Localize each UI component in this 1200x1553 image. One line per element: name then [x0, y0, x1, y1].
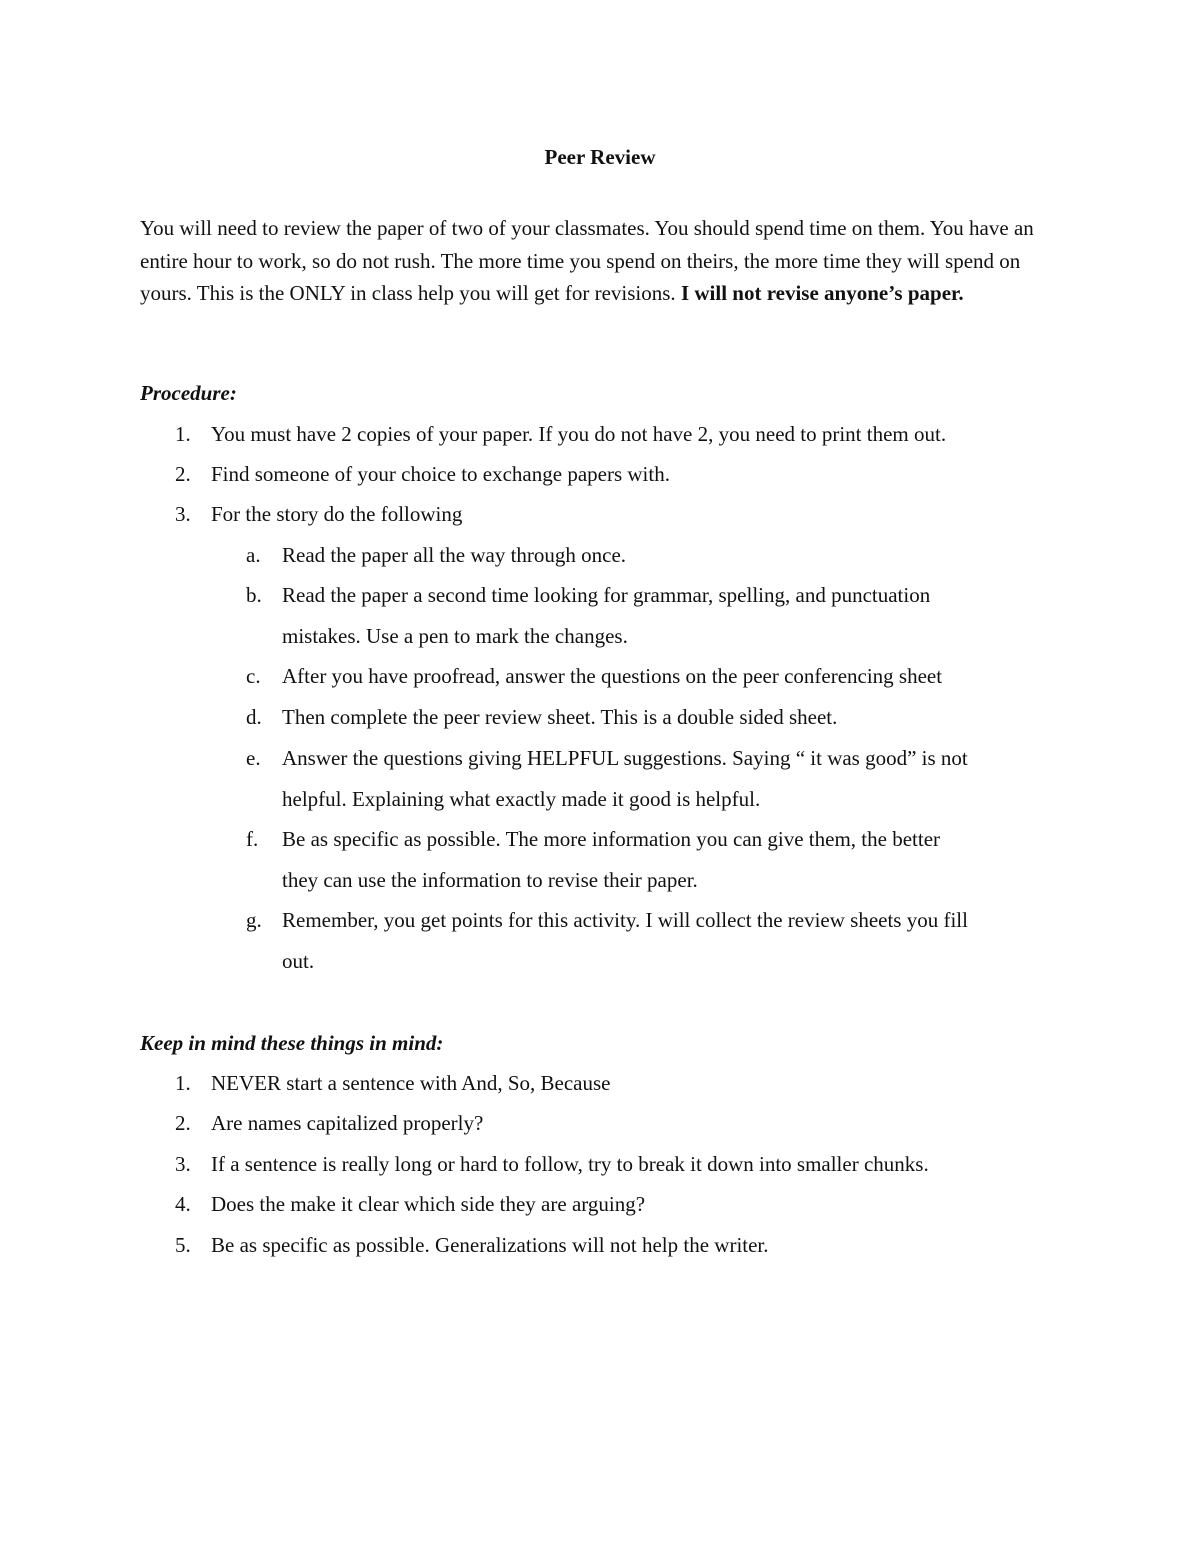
item-marker: 4. — [175, 1192, 191, 1216]
step-marker: 3. — [175, 502, 191, 526]
step-text: Find someone of your choice to exchange papers with. — [211, 462, 670, 486]
substep-marker: d. — [246, 705, 262, 729]
item-text: NEVER start a sentence with And, So, Because — [211, 1071, 611, 1095]
substep-marker: g. — [246, 908, 262, 932]
substep-text-line2: out. — [282, 949, 315, 973]
step-marker: 2. — [175, 462, 191, 486]
item-marker: 1. — [175, 1071, 191, 1095]
substep-marker: c. — [246, 664, 261, 688]
keep-in-mind-heading: Keep in mind these things in mind: — [140, 1031, 444, 1055]
substep-text: Then complete the peer review sheet. This is a double sided sheet. — [282, 705, 838, 729]
item-text: Does the make it clear which side they are arguing? — [211, 1192, 646, 1216]
item-text: If a sentence is really long or hard to follow, try to break it down into smaller chunks. — [211, 1152, 929, 1176]
intro-text: You will need to review the paper of two of your classmates. You should spend time on them. You have an entire hour to work, so do not rush. The more time you spend on theirs, the more time they will spend on yours. This is the ONLY in class help you will get for revisions. — [140, 216, 1034, 305]
substep-text-line2: helpful. Explaining what exactly made it good is helpful. — [282, 787, 761, 811]
substep-marker: f. — [246, 827, 259, 851]
substep-text-line1: Remember, you get points for this activity. I will collect the review sheets you fill — [282, 908, 968, 932]
item-marker: 2. — [175, 1111, 191, 1135]
substep-text-line2: mistakes. Use a pen to mark the changes. — [282, 624, 628, 648]
step-text: For the story do the following — [211, 502, 463, 526]
procedure-heading: Procedure: — [140, 381, 237, 405]
item-marker: 3. — [175, 1152, 191, 1176]
page-title: Peer Review — [544, 145, 656, 169]
substep-text-line1: Read the paper a second time looking for grammar, spelling, and punctuation — [282, 583, 931, 607]
item-text: Are names capitalized properly? — [211, 1111, 484, 1135]
step-text: You must have 2 copies of your paper. If you do not have 2, you need to print them out. — [211, 422, 947, 446]
item-text: Be as specific as possible. Generalizations will not help the writer. — [211, 1233, 769, 1257]
substep-marker: b. — [246, 583, 262, 607]
intro-paragraph — [140, 212, 1040, 310]
substep-text-line2: they can use the information to revise their paper. — [282, 868, 698, 892]
substep-text-line1: Be as specific as possible. The more information you can give them, the better — [282, 827, 941, 851]
step-marker: 1. — [175, 422, 191, 446]
substep-text: After you have proofread, answer the questions on the peer conferencing sheet — [282, 664, 943, 688]
item-marker: 5. — [175, 1233, 191, 1257]
substep-text: Read the paper all the way through once. — [282, 543, 627, 567]
substep-marker: e. — [246, 746, 261, 770]
substep-text-line1: Answer the questions giving HELPFUL suggestions. Saying “ it was good” is not — [282, 746, 968, 770]
intro-bold-text: I will not revise anyone’s paper. — [680, 281, 964, 305]
substep-marker: a. — [246, 543, 261, 567]
